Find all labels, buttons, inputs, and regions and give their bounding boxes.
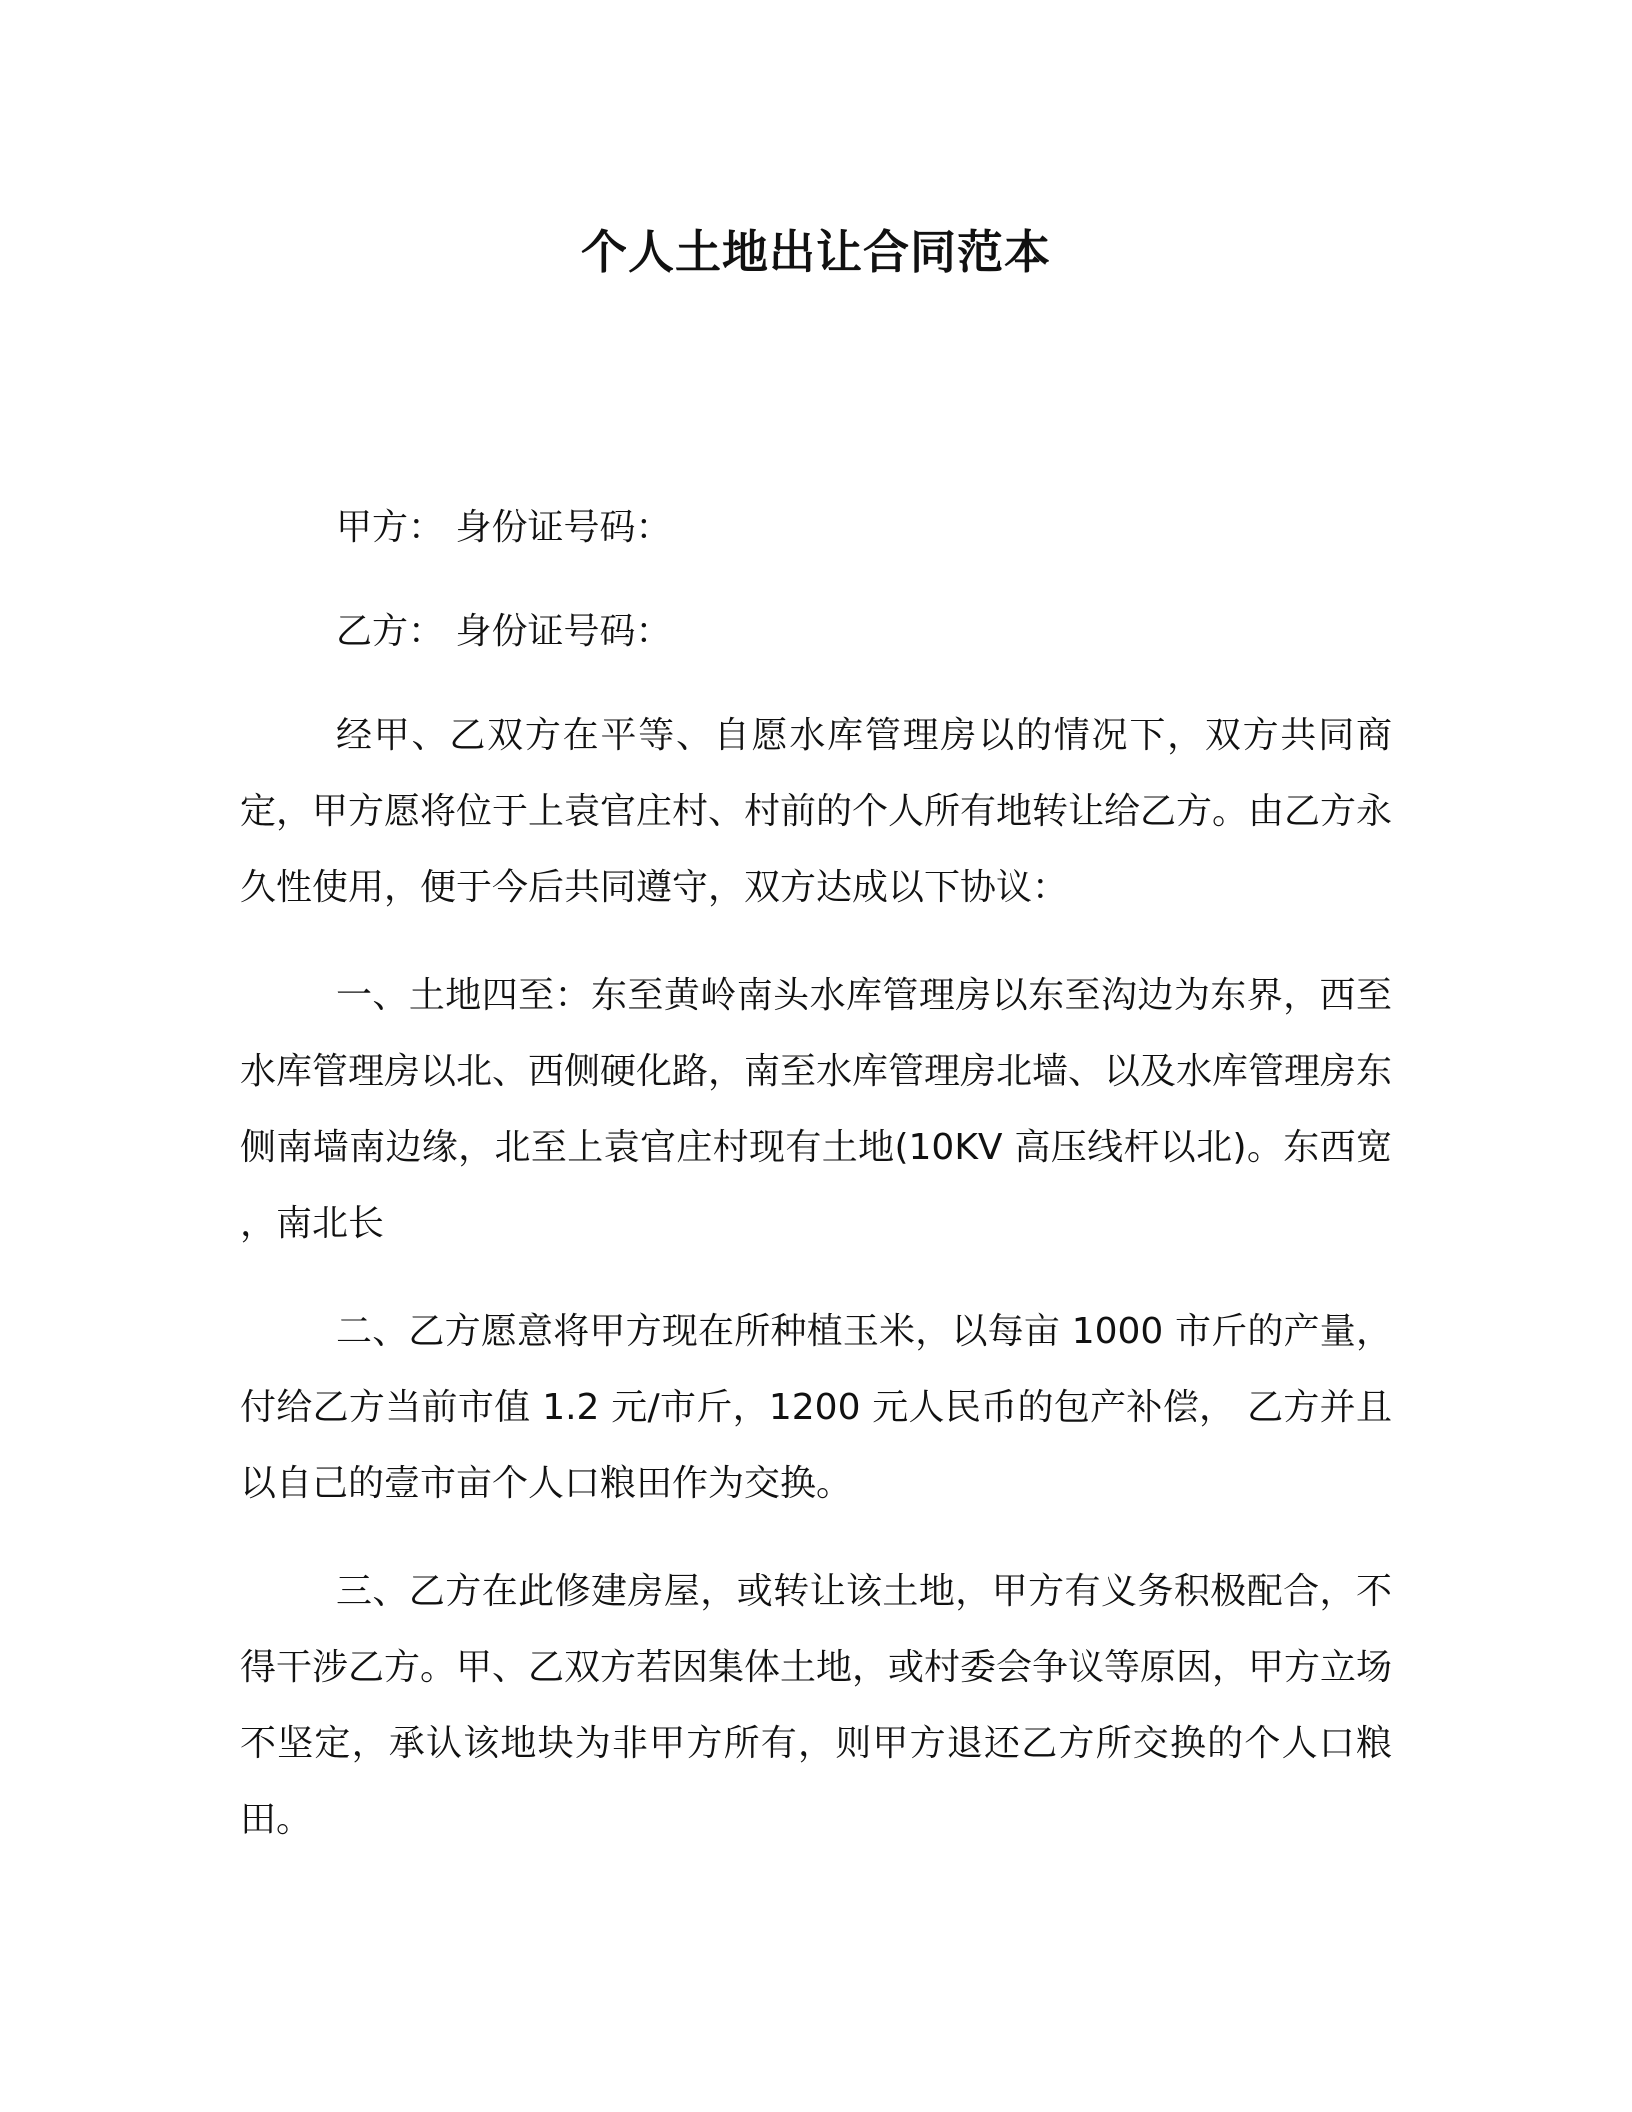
document-title: 个人土地出让合同范本 [581,225,1051,279]
paragraph-clause-2: 二、乙方愿意将甲方现在所种植玉米，以每亩 1000 市斤的产量，付给乙方当前市值 1.2 元/市斤，1200 元人民币的包产补偿， 乙方并且以自己的壹市亩个人口粮田作为交换。 [240,1311,1392,1504]
paragraph-preamble: 经甲、乙双方在平等、自愿水库管理房以的情况下，双方共同商定，甲方愿将位于上袁官庄村、村前的个人所有地转让给乙方。由乙方永久性使用，便于今后共同遵守，双方达成以下协议： [240,715,1393,908]
party-b-line: 乙方： 身份证号码： [336,611,672,652]
paragraph-clause-1: 一、土地四至：东至黄岭南头水库管理房以东至沟边为东界，西至水库管理房以北、西侧硬化路，南至水库管理房北墙、以及水库管理房东侧南墙南边缘，北至上袁官庄村现有土地(10KV 高压线杆以北)。东西宽 ，南北长 [240,975,1393,1244]
document-body [240,490,1392,1858]
paragraph-clause-3: 三、乙方在此修建房屋，或转让该土地，甲方有义务积极配合，不得干涉乙方。甲、乙双方若因集体土地，或村委会争议等原因，甲方立场不坚定，承认该地块为非甲方所有，则甲方退还乙方所交换的个人口粮田。 [240,1571,1393,1840]
party-a-line: 甲方： 身份证号码： [336,507,672,548]
